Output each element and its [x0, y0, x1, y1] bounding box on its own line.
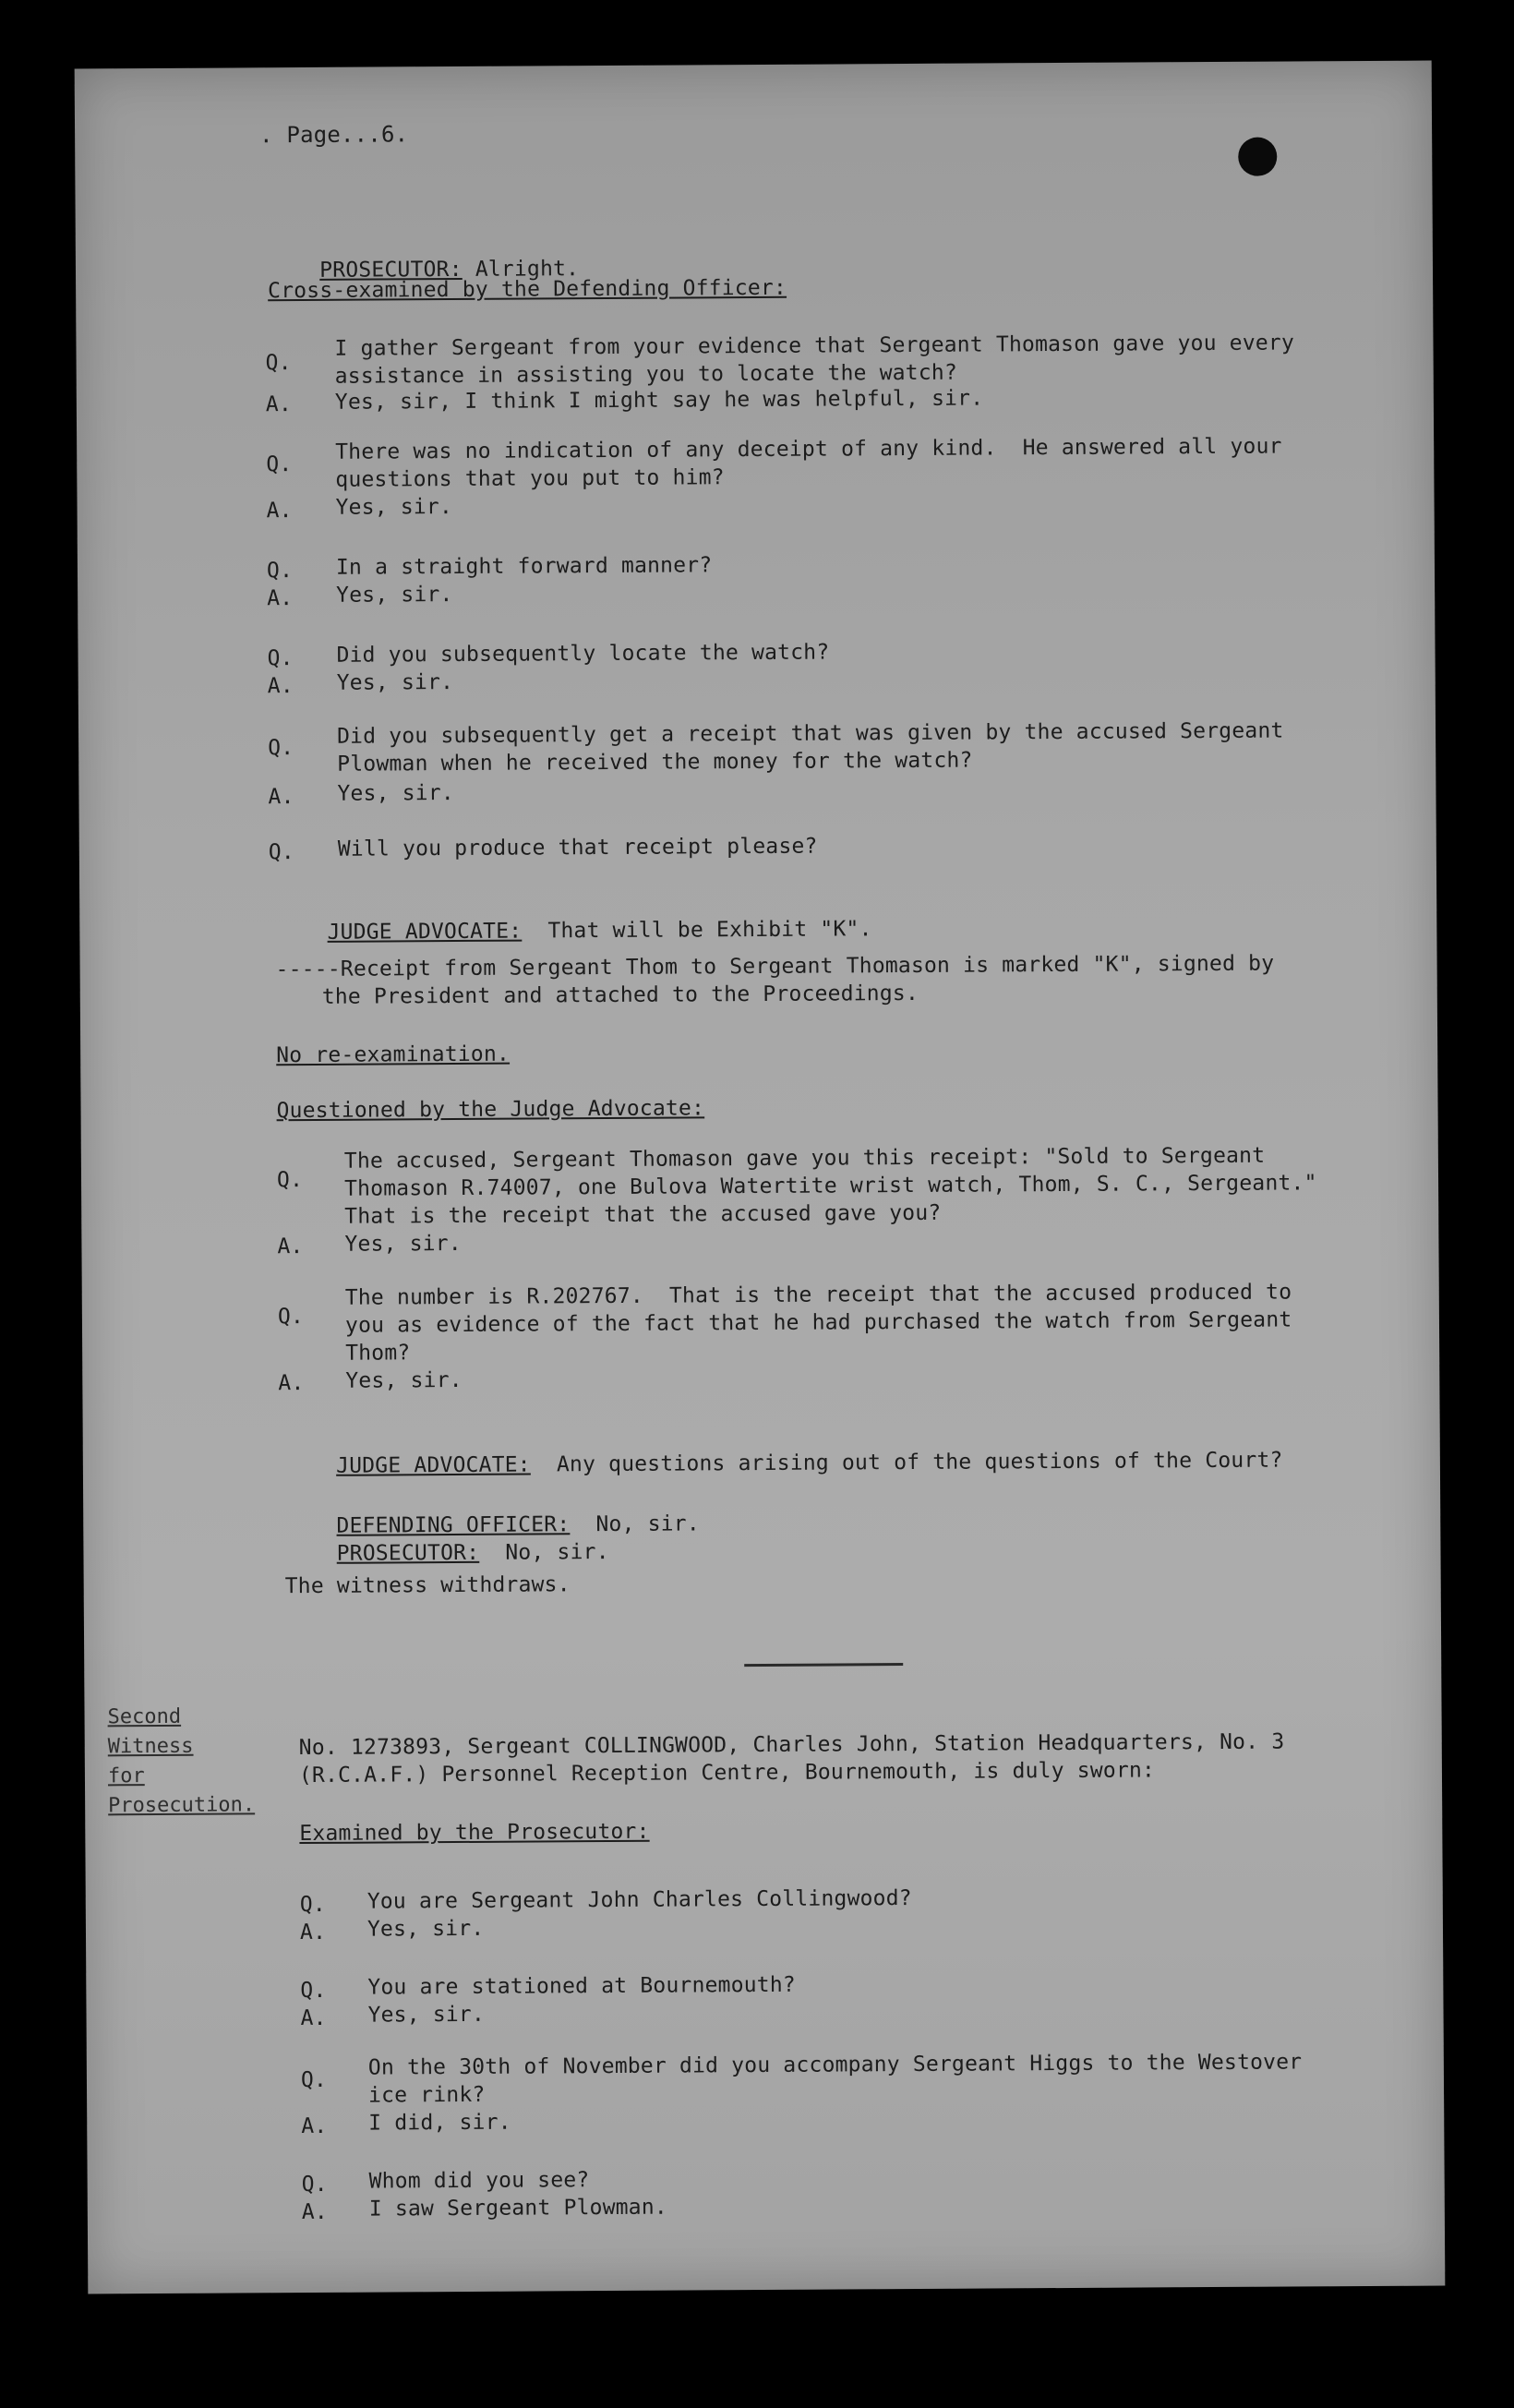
qa-label: Q.	[265, 351, 292, 376]
qa-text: Yes, sir.	[336, 670, 454, 695]
qa-text: Did you subsequently locate the watch?	[336, 640, 830, 668]
qa-label: Q.	[267, 646, 294, 671]
qa-label: A.	[301, 2199, 329, 2225]
margin-note-line: for	[107, 1764, 145, 1788]
qa-label: Q.	[276, 1168, 304, 1193]
section-heading-cross: Cross-examined by the Defending Officer:	[268, 275, 787, 304]
speaker-defending-officer: DEFENDING OFFICER:	[336, 1512, 571, 1538]
exhibit-note: -----Receipt from Sergeant Thom to Sergeant Thomason is marked "K", signed by	[275, 951, 1275, 982]
qa-text: Yes, sir.	[344, 1231, 462, 1257]
no-reexamination: No re-examination.	[276, 1041, 511, 1068]
exhibit-note-cont: the President and attached to the Proceedings.	[321, 981, 919, 1009]
qa-text: Will you produce that receipt please?	[337, 834, 818, 861]
qa-text: Yes, sir.	[335, 495, 453, 520]
qa-label: Q.	[300, 1978, 327, 2004]
speech-text: Any questions arising out of the questions of the Court?	[556, 1448, 1283, 1477]
qa-text: Whom did you see?	[368, 2168, 590, 2194]
witness-withdraws: The witness withdraws.	[284, 1572, 571, 1599]
qa-label: Q.	[266, 452, 293, 477]
qa-label: A.	[268, 785, 294, 810]
punch-hole	[1238, 138, 1277, 176]
qa-text: Yes, sir.	[336, 583, 453, 608]
qa-label: A.	[301, 2113, 328, 2139]
section-divider	[744, 1663, 903, 1667]
qa-label: A.	[299, 1920, 327, 1945]
qa-label: Q.	[277, 1305, 305, 1330]
qa-text: Yes, sir, I think I might say he was helpful, sir.	[334, 386, 984, 415]
speech-text: That will be Exhibit "K".	[547, 917, 872, 944]
qa-text: Thomason R.74007, one Bulova Watertite wrist watch, Thom, S. C., Sergeant."	[343, 1171, 1317, 1201]
witness-intro-cont: (R.C.A.F.) Personnel Reception Centre, Bournemouth, is duly sworn:	[298, 1758, 1156, 1788]
qa-label: Q.	[301, 2172, 328, 2197]
qa-text: questions that you put to him?	[335, 465, 725, 492]
margin-note-line: Prosecution.	[108, 1793, 256, 1818]
speaker-judge-advocate: JUDGE ADVOCATE:	[327, 919, 523, 945]
qa-text: Yes, sir.	[366, 1916, 485, 1942]
speech-text: No, sir.	[505, 1540, 609, 1565]
page-number: . Page...6.	[259, 121, 409, 149]
qa-text: assistance in assisting you to locate the watch?	[334, 360, 958, 389]
qa-label: A.	[266, 499, 293, 524]
qa-label: Q.	[300, 2067, 328, 2093]
qa-label: A.	[277, 1234, 304, 1259]
qa-label: A.	[267, 586, 294, 611]
margin-note-line: Witness	[107, 1734, 194, 1759]
qa-text: I saw Sergeant Plowman.	[368, 2195, 667, 2221]
qa-label: A.	[265, 392, 293, 417]
speech-text: Alright.	[475, 257, 580, 282]
speech-text: No, sir.	[595, 1511, 700, 1537]
speaker-prosecutor: PROSECUTOR:	[336, 1540, 480, 1566]
margin-note	[107, 1702, 265, 1821]
qa-label: Q.	[299, 1892, 326, 1918]
qa-label: A.	[267, 674, 294, 699]
qa-text: Plowman when he received the money for the watch?	[337, 748, 973, 777]
section-heading-judge: Questioned by the Judge Advocate:	[276, 1096, 705, 1124]
qa-text: I did, sir.	[368, 2110, 511, 2136]
qa-text: In a straight forward manner?	[335, 553, 713, 580]
qa-label: A.	[300, 2005, 327, 2031]
qa-text: You are Sergeant John Charles Collingwood?	[366, 1886, 912, 1914]
document-page	[75, 61, 1446, 2294]
qa-text: You are stationed at Bournemouth?	[367, 1972, 796, 2000]
qa-text: ice rink?	[367, 2082, 486, 2108]
speaker-judge-advocate: JUDGE ADVOCATE:	[336, 1452, 531, 1478]
qa-text: Thom?	[345, 1341, 411, 1366]
witness-intro: No. 1273893, Sergeant COLLINGWOOD, Charles John, Station Headquarters, No. 3	[298, 1729, 1285, 1761]
qa-text: That is the receipt that the accused gave you?	[344, 1200, 942, 1229]
qa-label: Q.	[266, 559, 294, 584]
qa-label: A.	[278, 1371, 305, 1396]
margin-note-line: Second	[107, 1704, 182, 1729]
qa-text: The number is R.202767. That is the receipt that the accused produced to	[344, 1280, 1292, 1310]
section-heading-exam: Examined by the Prosecutor:	[299, 1819, 650, 1847]
qa-text: Yes, sir.	[345, 1367, 463, 1393]
speaker-prosecutor: PROSECUTOR:	[319, 257, 463, 283]
qa-text: Did you subsequently get a receipt that was given by the accused Sergeant	[336, 718, 1284, 749]
qa-text: Yes, sir.	[367, 2002, 486, 2028]
qa-text: The accused, Sergeant Thomason gave you this receipt: "Sold to Sergeant	[343, 1143, 1266, 1174]
qa-text: I gather Sergeant from your evidence that Sergeant Thomason gave you every	[334, 331, 1295, 361]
qa-text: you as evidence of the fact that he had purchased the watch from Sergeant	[344, 1307, 1292, 1338]
qa-text: Yes, sir.	[337, 781, 454, 806]
qa-text: There was no indication of any deceipt of any kind. He answered all your	[335, 434, 1282, 464]
qa-label: Q.	[268, 840, 295, 865]
qa-text: On the 30th of November did you accompany Sergeant Higgs to the Westover	[367, 2050, 1303, 2080]
qa-label: Q.	[268, 736, 294, 761]
